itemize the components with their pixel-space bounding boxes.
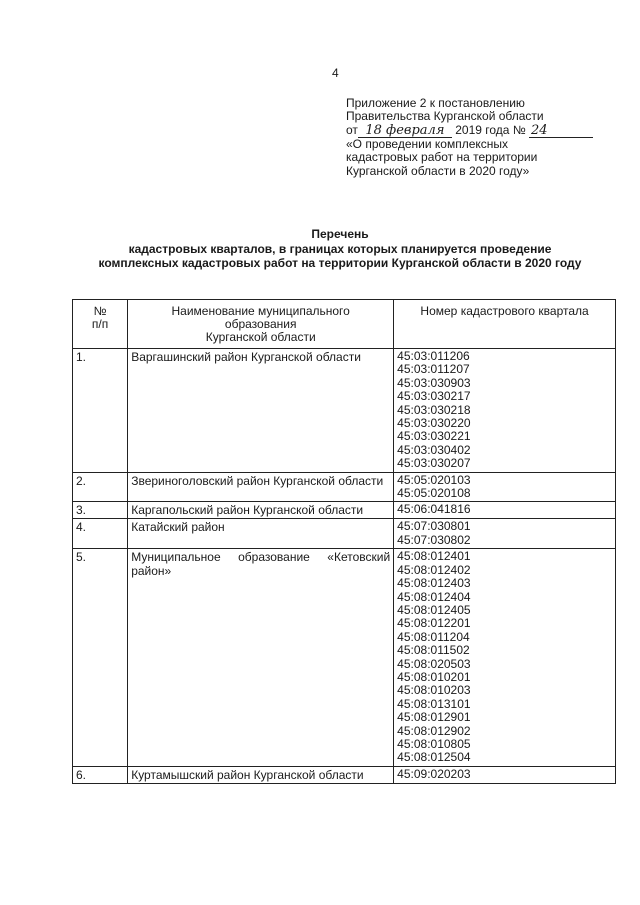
municipality-name: Куртамышский район Курганской области: [128, 766, 394, 783]
page-number: 4: [332, 66, 339, 80]
cadastral-quarter-list: [394, 349, 616, 473]
municipality-name: Варгашинский район Курганской области: [128, 349, 394, 473]
cadastral-quarter-number: 45:08:010201: [397, 669, 471, 684]
municipality-name: Звериноголовский район Курганской области: [128, 472, 394, 502]
header-name: [128, 300, 394, 349]
cadastral-quarter-number: 45:03:030220: [397, 416, 471, 431]
municipality-name: Муниципальное образование «Кетовский район»: [128, 549, 394, 767]
row-number: 5.: [73, 549, 128, 767]
cadastral-quarter-list: [394, 519, 616, 549]
table-row: [73, 472, 616, 502]
heading-line-2: кадастровых кварталов, в границах которых планируется проведение: [128, 241, 552, 256]
table-row: [73, 502, 616, 519]
cadastral-quarter-list: [394, 472, 616, 502]
cadastral-quarter-number: 45:03:030221: [397, 429, 471, 444]
table-row: [73, 549, 616, 767]
cadastral-quarter-number: 45:03:030218: [397, 402, 471, 417]
from-prefix: от: [346, 122, 358, 137]
cadastral-quarters-table: [72, 299, 616, 784]
heading-line-3: комплексных кадастровых работ на территории Курганской области в 2020 году: [98, 256, 582, 270]
table-body: [73, 349, 616, 784]
cadastral-quarter-number: 45:08:012405: [397, 602, 471, 617]
header-num: [73, 300, 128, 349]
header-quarter: [394, 300, 616, 349]
cadastral-quarter-number: 45:08:012902: [397, 723, 471, 738]
appendix-line-4: «О проведении комплексных: [346, 136, 508, 151]
cadastral-quarter-number: 45:08:012402: [397, 562, 471, 577]
document-heading: [60, 227, 620, 271]
header-name-text: Наименование муниципального образования Курганской области: [171, 304, 350, 344]
row-number: 6.: [73, 766, 128, 783]
appendix-line-6: Курганской области в 2020 году»: [346, 163, 530, 178]
appendix-line-5: кадастровых работ на территории: [346, 150, 538, 165]
appendix-date-line: [346, 124, 616, 138]
row-number: 3.: [73, 502, 128, 519]
table-row: [73, 519, 616, 549]
cadastral-quarter-number: 45:03:030207: [397, 456, 471, 471]
cadastral-quarter-number: 45:03:030903: [397, 375, 471, 390]
cadastral-quarter-number: 45:03:011206: [397, 349, 470, 363]
cadastral-quarter-number: 45:08:012403: [397, 576, 471, 591]
cadastral-quarter-number: 45:08:010805: [397, 736, 471, 751]
table-row: [73, 766, 616, 783]
cadastral-quarter-number: 45:06:041816: [397, 502, 471, 517]
cadastral-quarter-list: [394, 549, 616, 767]
cadastral-quarter-number: 45:05:020103: [397, 472, 471, 487]
cadastral-quarter-number: 45:08:020503: [397, 656, 471, 671]
cadastral-quarter-number: 45:08:012201: [397, 616, 471, 631]
cadastral-quarter-list: [394, 502, 616, 519]
row-number: 1.: [73, 349, 128, 473]
cadastral-quarter-number: 45:08:013101: [397, 696, 471, 711]
cadastral-quarter-number: 45:03:030217: [397, 389, 471, 404]
table-header-row: [73, 300, 616, 349]
cadastral-quarter-number: 45:07:030802: [397, 532, 471, 547]
cadastral-quarter-number: 45:08:012901: [397, 710, 471, 725]
cadastral-quarter-number: 45:08:012401: [397, 549, 471, 564]
handwritten-date: 18 февраля: [358, 125, 452, 138]
cadastral-quarter-number: 45:03:011207: [397, 362, 470, 377]
cadastral-quarter-number: 45:08:012404: [397, 589, 471, 604]
appendix-block: [346, 97, 616, 178]
cadastral-quarter-number: 45:07:030801: [397, 519, 471, 534]
municipality-name: Катайский район: [128, 519, 394, 549]
cadastral-quarter-list: [394, 766, 616, 783]
header-num-text: № п/п: [91, 304, 109, 331]
cadastral-quarter-number: 45:03:030402: [397, 442, 471, 457]
header-quarter-text: Номер кадастрового квартала: [420, 304, 589, 318]
handwritten-number: 24: [529, 125, 593, 138]
appendix-line-1: Приложение 2 к постановлению: [346, 96, 525, 110]
cadastral-quarter-number: 45:05:020108: [397, 486, 471, 501]
row-number: 2.: [73, 472, 128, 502]
table-row: [73, 349, 616, 473]
cadastral-quarter-number: 45:08:012504: [397, 750, 471, 765]
appendix-line-2: Правительства Курганской области: [346, 109, 544, 124]
cadastral-quarter-number: 45:08:010203: [397, 683, 471, 698]
cadastral-quarter-number: 45:08:011204: [397, 629, 470, 644]
cadastral-quarter-number: 45:08:011502: [397, 643, 470, 658]
heading-title: Перечень: [311, 227, 369, 241]
row-number: 4.: [73, 519, 128, 549]
year-text: 2019 года №: [455, 122, 526, 137]
cadastral-quarter-number: 45:09:020203: [397, 766, 471, 781]
municipality-name: Каргапольский район Курганской области: [128, 502, 394, 519]
